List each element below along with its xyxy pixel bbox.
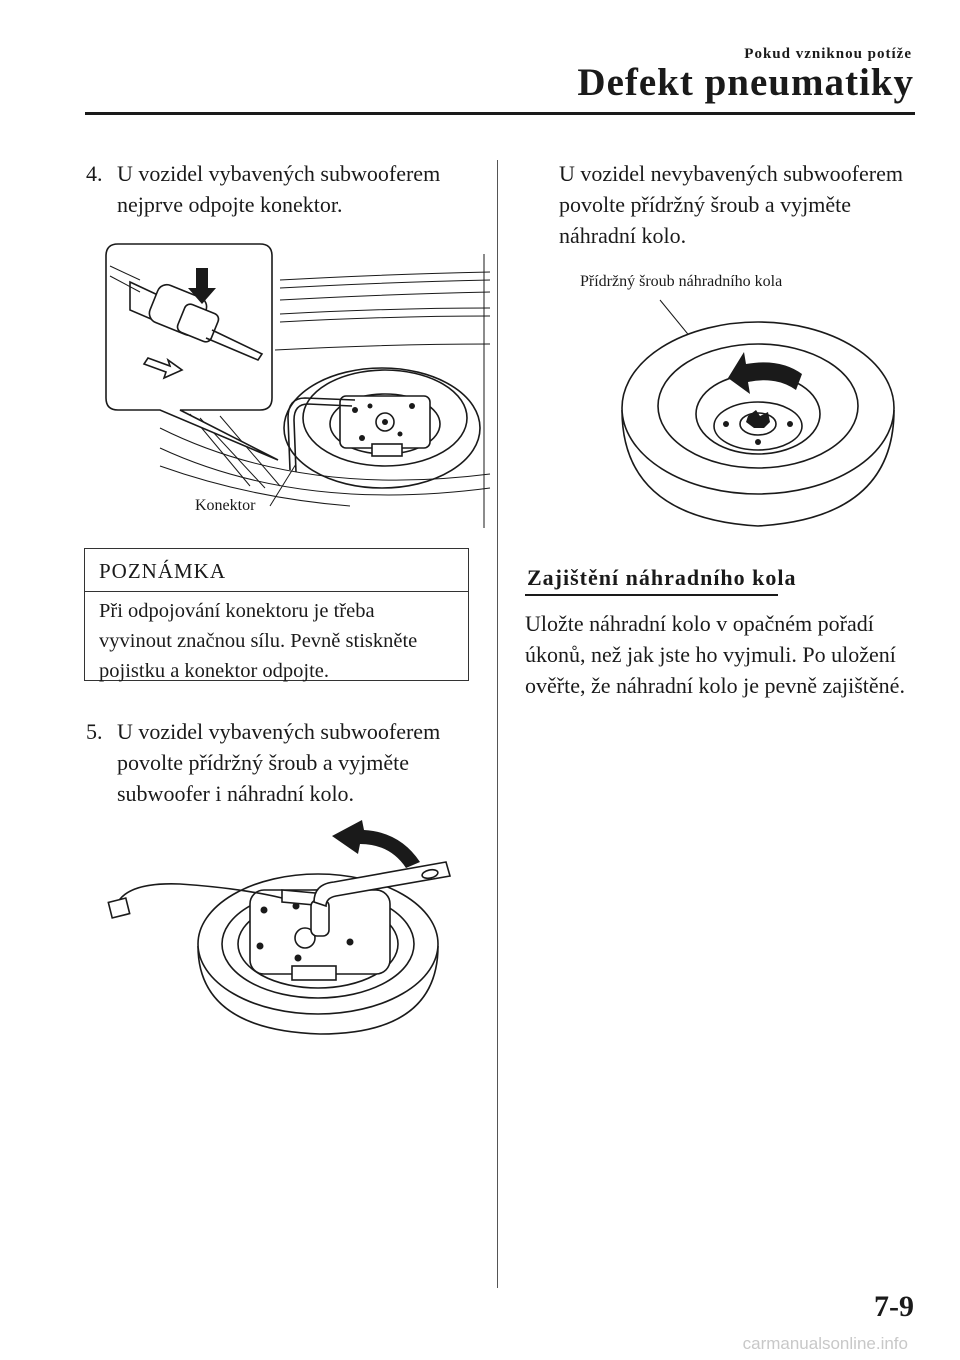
step-4-line-2: nejprve odpojte konektor. bbox=[117, 192, 343, 217]
page-number: 7-9 bbox=[874, 1290, 914, 1323]
spare-wheel-trunk bbox=[284, 368, 480, 488]
connector-illustration bbox=[100, 238, 490, 528]
step-5-number: 5. bbox=[86, 719, 103, 744]
step-5-line-2: povolte přídržný šroub a vyjměte bbox=[117, 750, 410, 775]
right-body-line-1: Uložte náhradní kolo v opačném pořadí bbox=[525, 611, 874, 636]
step-5 bbox=[86, 716, 486, 809]
right-intro bbox=[559, 158, 919, 251]
subheading-underline bbox=[525, 594, 778, 596]
note-title: POZNÁMKA bbox=[99, 559, 227, 583]
chapter-title: Defekt pneumatiky bbox=[577, 61, 914, 104]
section-label: Pokud vzniknou potíže bbox=[744, 46, 912, 62]
subwoofer-wheel-illustration bbox=[100, 820, 490, 1040]
note-line-3: pojistku a konektor odpojte. bbox=[99, 660, 330, 682]
step-4-line-1: U vozidel vybavených subwooferem bbox=[117, 161, 441, 186]
spare-tire bbox=[622, 322, 894, 526]
right-body-line-3: ověřte, že náhradní kolo je pevně zajištěné. bbox=[525, 673, 905, 698]
step-5-line-1: U vozidel vybavených subwooferem bbox=[117, 719, 441, 744]
rotation-arrow-icon bbox=[332, 820, 420, 868]
right-intro-line-3: náhradní kolo. bbox=[559, 223, 687, 248]
right-body-line-2: úkonů, než jak jste ho vyjmuli. Po uložení bbox=[525, 642, 896, 667]
column-divider bbox=[497, 160, 498, 1288]
watermark: carmanualsonline.info bbox=[742, 1334, 908, 1353]
step-4-number: 4. bbox=[86, 161, 103, 186]
note-text bbox=[99, 596, 464, 686]
right-body bbox=[525, 608, 925, 701]
subheading: Zajištění náhradního kola bbox=[527, 565, 797, 590]
retaining-bolt-label: Přídržný šroub náhradního kola bbox=[577, 273, 785, 291]
note-line-1: Při odpojování konektoru je třeba bbox=[99, 600, 375, 622]
right-intro-line-1: U vozidel nevybavených subwooferem bbox=[559, 161, 903, 186]
header-rule bbox=[85, 112, 915, 115]
connector-label: Konektor bbox=[192, 497, 258, 515]
note-box bbox=[84, 548, 469, 681]
step-5-line-3: subwoofer i náhradní kolo. bbox=[117, 781, 355, 806]
right-intro-line-2: povolte přídržný šroub a vyjměte bbox=[559, 192, 852, 217]
note-divider bbox=[85, 591, 468, 592]
spare-wheel-illustration bbox=[610, 290, 910, 550]
note-line-2: vyvinout značnou sílu. Pevně stiskněte bbox=[99, 630, 418, 652]
step-4 bbox=[86, 158, 486, 220]
connector-inset bbox=[106, 244, 278, 460]
